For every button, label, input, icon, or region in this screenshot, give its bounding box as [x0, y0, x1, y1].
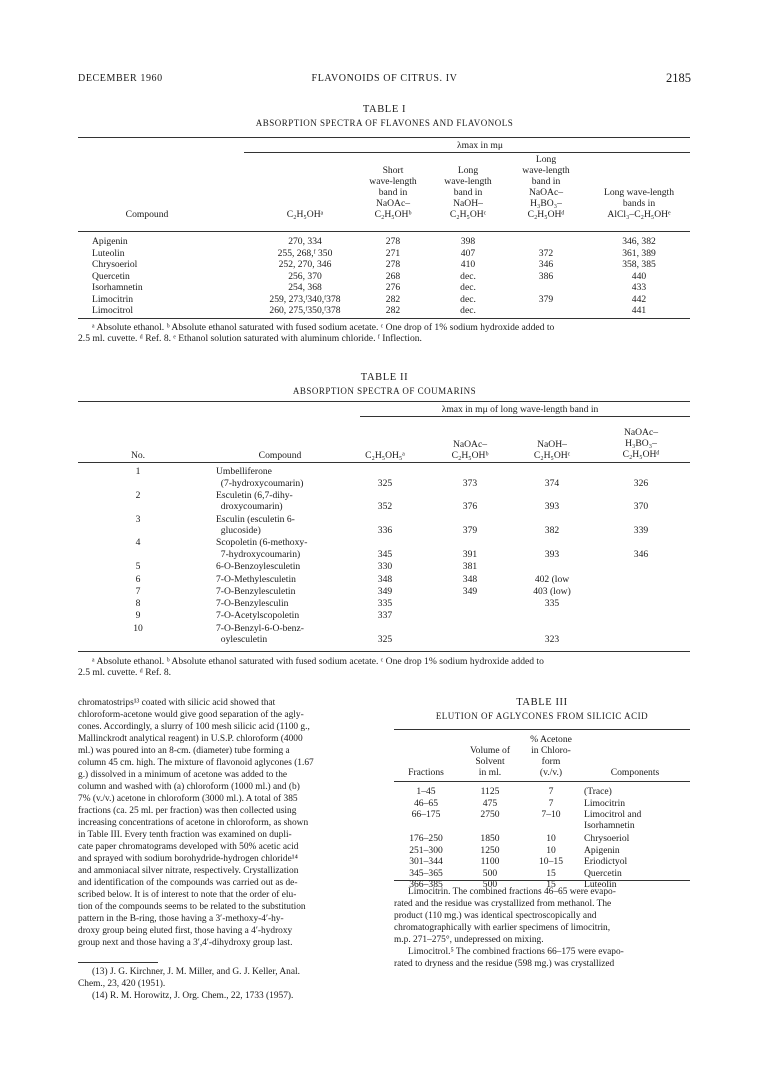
table1-cell-compound: Luteolin [92, 247, 125, 259]
table2-cell-no: 8 [135, 598, 141, 610]
table2-cell-compound: 7-O-Benzylesculetin [216, 585, 296, 597]
table3-cell-acetone: 10 [546, 844, 556, 856]
footnote-separator [78, 962, 158, 963]
table1-top-rule [78, 137, 690, 138]
reference-13: (13) J. G. Kirchner, J. M. Miller, and G. J. Keller, Anal. [92, 967, 300, 977]
table2-col-naoac-boric: NaOAc– H₃BO₃– C₂H₅OHᵈ [622, 427, 660, 460]
table1-cell-long-naoh: dec. [460, 305, 476, 316]
table2-cell-v4: 370 [633, 501, 649, 513]
table1-cell-ethanol: 254, 368 [288, 282, 322, 293]
table2-cell-v1: 352 [377, 501, 393, 513]
right-column-line: rated and the residue was crystallized from methanol. The [394, 899, 612, 909]
table2-cell-no: 6 [135, 573, 141, 585]
left-column-line: and ammoniacal silver nitrate, respectively. Crystallization [78, 866, 299, 876]
table2-cell-v1: 330 [377, 561, 393, 573]
table3-col-volume: Volume of Solvent in ml. [469, 745, 511, 778]
table1-cell-ethanol: 270, 334 [288, 236, 322, 247]
table3-label: TABLE III [516, 697, 568, 708]
table1-span-rule [244, 152, 690, 153]
table1-footnote-line2: 2.5 ml. cuvette. ᵈ Ref. 8. ᵉ Ethanol solution saturated with aluminum chloride. ᶠ Inflection. [78, 333, 422, 344]
table1-label: TABLE I [362, 104, 407, 115]
table2-cell-no: 5 [135, 561, 141, 573]
table1-cell-long-naoh: dec. [460, 293, 476, 305]
table3-header-rule [394, 781, 690, 782]
table1-cell-long-naoac-boric: 372 [538, 247, 554, 259]
table2-cell-v2: 349 [462, 585, 478, 597]
table1-cell-compound: Limocitrol [92, 305, 134, 316]
table2-cell-v1: 325 [377, 477, 393, 489]
table3-cell-fractions: 66–175 [411, 809, 441, 820]
table1-cell-compound: Chrysoeriol [92, 259, 138, 270]
table1-header-rule [78, 231, 690, 232]
header-date: DECEMBER 1960 [78, 73, 163, 84]
table3-cell-components: (Trace) [584, 786, 612, 797]
table1-col-alcl3: Long wave-length bands in AlCl₃–C₂H₅OHᵉ [603, 187, 675, 220]
running-header [78, 73, 691, 87]
table1-cell-long-naoh: 407 [460, 247, 476, 259]
table1-cell-alcl3: 442 [631, 293, 647, 305]
table2-span-header: λmax in mμ of long wave-length band in [441, 404, 599, 415]
table2-cell-v2: 381 [462, 561, 478, 573]
table1-cell-short-naoac: 276 [385, 282, 401, 293]
table2-col-naoac: NaOAc– C₂H₅OHᵇ [451, 439, 489, 461]
left-column-line: tion of the compounds seems to be related to the substitution [78, 902, 306, 912]
left-column-line: 7% (v./v.) acetone in chloroform (3000 ml.). A total of 385 [78, 794, 298, 804]
table2-col-ethanol: C₂H₅OH₅ᵃ [365, 450, 405, 461]
table1-cell-compound: Apigenin [92, 236, 128, 247]
table3-cell-acetone: 10–15 [539, 856, 563, 867]
table2-cell-v3: 374 [544, 477, 560, 489]
table2-cell-v2: 391 [462, 548, 478, 560]
table1-cell-long-naoac-boric: 346 [538, 259, 554, 270]
left-column-line: and sprayed with sodium borohydride-hydrogen chloride¹⁴ [78, 854, 298, 864]
table3-cell-volume: 2750 [480, 809, 500, 820]
right-column-line: rated to dryness and the residue (598 mg.) was crystallized [394, 959, 615, 969]
table2-cell-v1: 335 [377, 598, 393, 610]
table1-col-short-naoac: Short wave-length band in NaOAc– C₂H₅OHᵇ [369, 165, 417, 220]
table3-cell-components: Limocitrin [584, 797, 626, 809]
table1-cell-ethanol: 259, 273,ᶠ340,ᶠ378 [269, 293, 341, 305]
table3-title: ELUTION OF AGLYCONES FROM SILICIC ACID [435, 711, 649, 721]
table3-cell-components: Luteolin [584, 879, 617, 890]
table3-cell-acetone: 15 [546, 867, 556, 879]
table2-cell-no: 1 [135, 466, 141, 477]
table3-cell-acetone: 10 [546, 833, 556, 844]
table1-cell-long-naoh: dec. [460, 270, 476, 282]
table1-cell-ethanol: 255, 268,ᶠ 350 [277, 247, 333, 259]
left-column-line: increasing concentrations of acetone in chloroform, as shown [78, 818, 309, 828]
table3-cell-fractions: 345–365 [409, 867, 443, 879]
right-column-line: m.p. 271–275°, undepressed on mixing. [394, 935, 544, 945]
left-column-line: ml.) was poured into an 8-cm. (diameter) tube forming a [78, 746, 290, 756]
table2-cell-no: 7 [135, 585, 141, 597]
table3-cell-acetone: 7 [548, 797, 554, 809]
table3-cell-acetone: 7–10 [541, 809, 561, 820]
table3-cell-volume: 1250 [480, 844, 500, 856]
table2-cell-v1: 349 [377, 585, 393, 597]
table2-cell-compound: glucoside) [216, 525, 261, 537]
table2-cell-compound: Esculin (esculetin 6- [216, 513, 295, 525]
table3-col-components: Components [610, 767, 660, 778]
table2-cell-v1: 336 [377, 525, 393, 537]
table2-cell-v3: 382 [544, 525, 560, 537]
table2-cell-v4: 326 [633, 477, 649, 489]
table2-cell-v3: 335 [544, 598, 560, 610]
table1-cell-long-naoh: 398 [460, 236, 476, 247]
left-column-line: chloroform-acetone would give good separation of the agly- [78, 710, 304, 720]
table2-cell-v1: 345 [377, 548, 393, 560]
table1-cell-ethanol: 252, 270, 346 [278, 259, 332, 270]
table2-footnote-line2: 2.5 ml. cuvette. ᵈ Ref. 8. [78, 667, 172, 678]
table1-cell-long-naoh: dec. [460, 282, 476, 293]
left-column-line: g.) dissolved in a minimum of acetone was added to the [78, 770, 288, 780]
table2-cell-v3: 393 [544, 501, 560, 513]
table3-cell-fractions: 301–344 [409, 856, 443, 867]
table2-cell-v1: 337 [377, 610, 393, 622]
header-title: FLAVONOIDS OF CITRUS. IV [311, 73, 458, 84]
table3-cell-acetone: 7 [548, 786, 554, 797]
table3-cell-volume: 1125 [480, 786, 500, 797]
table2-cell-no: 2 [135, 489, 141, 501]
table2-col-no: No. [130, 450, 146, 461]
left-column-line: pattern in the B-ring, those having a 3′-methoxy-4′-hy- [78, 914, 284, 924]
right-column-line: Limocitrin. The combined fractions 46–65 were evapo- [408, 887, 616, 897]
table1-cell-short-naoac: 282 [385, 293, 401, 305]
table2-cell-compound: 7-hydroxycoumarin) [216, 548, 301, 560]
table1-cell-alcl3: 346, 382 [622, 236, 656, 247]
table2-span-rule [360, 416, 690, 417]
table1-footnote-line1: ᵃ Absolute ethanol. ᵇ Absolute ethanol saturated with fused sodium acetate. ᶜ One drop of 1% sodium hydroxide added to [92, 322, 555, 333]
left-column-line: column 45 cm. high. The mixture of flavonoid aglycones (1.67 [78, 758, 314, 768]
right-column-line: chromatographically with earlier specimens of limocitrin, [394, 923, 611, 933]
table3-caption [394, 697, 690, 721]
table1-col-long-naoh: Long wave-length band in NaOH– C₂H₅OHᶜ [444, 165, 492, 220]
table2-cell-compound: Umbelliferone [216, 466, 272, 477]
table1-cell-long-naoac-boric: 379 [538, 293, 554, 305]
reference-14: (14) R. M. Horowitz, J. Org. Chem., 22, 1733 (1957). [92, 991, 294, 1001]
table3-cell-components: Apigenin [584, 844, 620, 856]
reference-13-cont: Chem., 23, 420 (1951). [78, 979, 166, 989]
table1-span-header: λmax in mμ [456, 140, 504, 151]
table2-cell-v2: 379 [462, 525, 478, 537]
table1-cell-alcl3: 358, 385 [622, 259, 656, 270]
table2-col-naoh: NaOH– C₂H₅OHᶜ [533, 439, 571, 461]
left-column-line: column and washed with (a) chloroform (1000 ml.) and (b) [78, 782, 300, 792]
right-column-line: Limocitrol.⁵ The combined fractions 66–175 were evapo- [408, 947, 624, 957]
table1-cell-short-naoac: 282 [385, 305, 401, 316]
table1-cell-compound: Limocitrin [92, 293, 134, 305]
table3-col-acetone: % Acetone in Chloro- form (v./v.) [530, 734, 572, 778]
table2-cell-v3: 403 (low) [533, 585, 571, 597]
table3-cell-acetone: 15 [546, 879, 556, 890]
table3-cell-components: Quercetin [584, 867, 622, 879]
table1-col-long-naoac-boric: Long wave-length band in NaOAc– H₃BO₃– C₂H₅OHᵈ [522, 154, 570, 220]
table3-cell-components: Eriodictyol [584, 856, 628, 867]
left-column-line: in Table III. Every tenth fraction was examined on dupli- [78, 830, 292, 840]
table1-cell-compound: Isorhamnetin [92, 282, 143, 293]
table2-footnote-line1: ᵃ Absolute ethanol. ᵇ Absolute ethanol saturated with fused sodium acetate. ᶜ One drop 1% sodium hydroxide added to [92, 656, 544, 667]
table2-cell-v3: 402 (low [534, 573, 570, 585]
table1-cell-long-naoh: 410 [460, 259, 476, 270]
table2-title: ABSORPTION SPECTRA OF COUMARINS [292, 386, 477, 396]
table1-cell-long-naoac-boric: 386 [538, 270, 554, 282]
table3-cell-volume: 500 [482, 867, 498, 879]
table1-cell-ethanol: 260, 275,ᶠ350,ᶠ378 [269, 305, 341, 316]
table3-cell-fractions: 251–300 [409, 844, 443, 856]
table2-cell-v4: 339 [633, 525, 649, 537]
table2-cell-compound: 7-O-Benzyl-6-O-benz- [216, 622, 304, 634]
table2-top-rule [78, 401, 690, 402]
table2-cell-no: 10 [133, 622, 143, 634]
table1-cell-alcl3: 361, 389 [622, 247, 656, 259]
table2-cell-compound: oylesculetin [216, 634, 268, 646]
table2-label: TABLE II [360, 372, 409, 383]
table1-cell-ethanol: 256, 370 [288, 270, 322, 282]
table2-caption [78, 372, 691, 396]
left-column-line: cones. Accordingly, a slurry of 100 mesh silicic acid (1100 g., [78, 722, 310, 732]
left-column-line: cate paper chromatograms developed with 50% acetic acid [78, 842, 299, 852]
table3-cell-fractions: 46–65 [414, 797, 438, 809]
table1-title: ABSORPTION SPECTRA OF FLAVONES AND FLAVONOLS [255, 118, 514, 128]
table2-cell-v3: 323 [544, 634, 560, 646]
table2-cell-compound: 6-O-Benzoylesculetin [216, 561, 301, 573]
right-column-lines [394, 886, 690, 970]
table1-cell-alcl3: 441 [631, 305, 647, 316]
table2-cell-compound: 7-O-Methylesculetin [216, 573, 296, 585]
table1-cell-short-naoac: 278 [385, 259, 401, 270]
page-number: 2185 [666, 71, 691, 85]
table1-cell-short-naoac: 278 [385, 236, 401, 247]
table1-bottom-rule [78, 318, 690, 319]
table2-cell-compound: (7-hydroxycoumarin) [216, 477, 304, 489]
table3-bottom-rule [394, 880, 690, 881]
table2-cell-v2: 373 [462, 477, 478, 489]
table1-cell-alcl3: 433 [631, 282, 647, 293]
table3-cell-volume: 1100 [480, 856, 500, 867]
table2-cell-compound: Scopoletin (6-methoxy- [216, 537, 308, 549]
table2-cell-compound: Esculetin (6,7-dihy- [216, 489, 293, 501]
table3-cell-volume: 500 [482, 879, 498, 890]
left-column-lines [78, 697, 374, 949]
table2-cell-compound: 7-O-Acetylscopoletin [216, 610, 300, 622]
table1-cell-short-naoac: 268 [385, 270, 401, 282]
table1-col-compound: Compound [125, 209, 169, 220]
left-column-line: droxy group being eluted first, those having a 4′-hydroxy [78, 926, 293, 936]
left-column-line: scribed below. It is of interest to note that the order of elu- [78, 890, 297, 900]
table2-cell-v3: 393 [544, 548, 560, 560]
left-column-body [78, 697, 374, 949]
left-column-line: Mallinckrodt analytical reagent) in U.S.P. chloroform (4000 [78, 734, 303, 744]
table1-cell-short-naoac: 271 [385, 247, 401, 259]
left-column-line: group next and those having a 3′,4′-dihydroxy group last. [78, 938, 293, 948]
references [78, 966, 374, 1002]
table2-header-rule [78, 462, 690, 463]
table2-cell-v1: 325 [377, 634, 393, 646]
table3-cell-fractions: 1–45 [416, 786, 436, 797]
table2-cell-v1: 348 [377, 573, 393, 585]
right-column-line: product (110 mg.) was identical spectroscopically and [394, 911, 597, 921]
table2-cell-no: 4 [135, 537, 141, 549]
right-column-body [394, 886, 690, 970]
left-column-line: chromatostrips¹³ coated with silicic acid showed that [78, 698, 276, 708]
table3-cell-components: Limocitrol and Isorhamnetin [584, 809, 642, 831]
table3-cell-components: Chrysoeriol [584, 833, 630, 844]
table2-cell-compound: 7-O-Benzylesculin [216, 598, 289, 610]
table1-caption [78, 104, 691, 128]
table2-col-compound: Compound [258, 450, 302, 461]
table3-top-rule [394, 729, 690, 730]
table2-bottom-rule [78, 651, 690, 652]
left-column-line: and identification of the compounds was carried out as de- [78, 878, 298, 888]
table2-cell-v2: 348 [462, 573, 478, 585]
table2-cell-v2: 376 [462, 501, 478, 513]
table3-col-fractions: Fractions [408, 767, 444, 778]
table3-cell-fractions: 366–385 [409, 879, 443, 890]
table3-cell-volume: 1850 [480, 833, 500, 844]
table3-cell-volume: 475 [482, 797, 498, 809]
table2-cell-no: 9 [135, 610, 141, 622]
table1-cell-compound: Quercetin [92, 270, 130, 282]
table2-cell-no: 3 [135, 513, 141, 525]
table2-cell-compound: droxycoumarin) [216, 501, 283, 513]
left-column-line: fractions (ca. 25 ml. per fraction) was then collected using [78, 806, 297, 816]
table3-cell-fractions: 176–250 [409, 833, 443, 844]
table2-cell-v4: 346 [633, 548, 649, 560]
table1-cell-alcl3: 440 [631, 270, 647, 282]
table1-col-ethanol: C₂H₅OHᵃ [286, 209, 324, 220]
